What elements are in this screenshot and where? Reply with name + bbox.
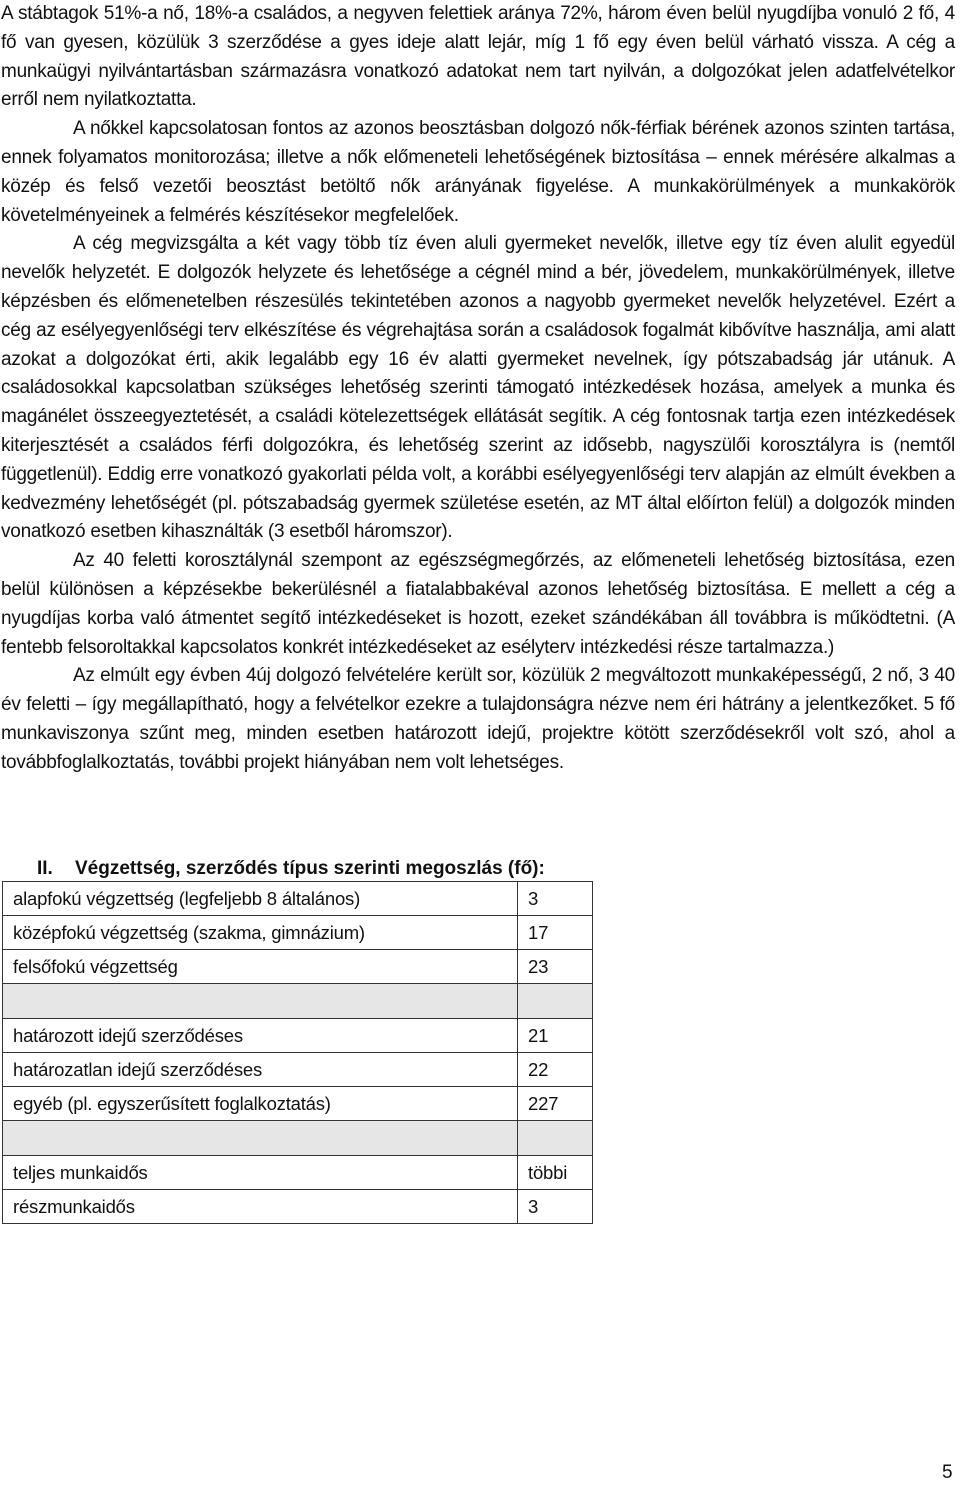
paragraph: Az elmúlt egy évben 4új dolgozó felvételére került sor, közülük 2 megváltozott munkaképességű, 2 nő, 3 40 év feletti – így megállapítható, hogy a felvételkor ezekre a tulajdonságra nézve nem éri hátrány a jelentkezőket. 5 fő munkaviszonya szűnt meg, minden esetben határozott idejű, projektre kötött szerződésekről volt szó, ahol a továbbfoglalkoztatás, további projekt hiányában nem volt lehetséges. — [1, 665, 955, 773]
paragraph: A stábtagok 51%-a nő, 18%-a családos, a negyven felettiek aránya 72%, három éven belül nyugdíjba vonuló 2 fő, 4 fő van gyesen, közülük 3 szerződése a gyes ideje alatt lejár, míg 1 fő egy éven belül várható vissza. A cég a munkaügyi nyilvántartásban származásra vonatkozó adatokat nem tart nyilván, a dolgozókat jelen adatfelvételkor erről nem nyilatkoztatta. — [1, 3, 955, 111]
table-spacer-row — [3, 984, 593, 1019]
row-label: egyéb (pl. egyszerűsített foglalkoztatás) — [3, 1087, 518, 1121]
section-number: II. — [37, 858, 53, 879]
row-label: teljes munkaidős — [3, 1156, 518, 1190]
row-value: 3 — [518, 882, 593, 916]
row-label: részmunkaidős — [3, 1190, 518, 1224]
row-value — [518, 984, 593, 1019]
table-row — [3, 916, 593, 950]
row-label: felsőfokú végzettség — [3, 950, 518, 984]
distribution-table — [2, 881, 593, 1224]
row-value: 227 — [518, 1087, 593, 1121]
table-row — [3, 882, 593, 916]
table-row — [3, 1190, 593, 1224]
table-row — [3, 1087, 593, 1121]
row-label: határozatlan idejű szerződéses — [3, 1053, 518, 1087]
row-value: 22 — [518, 1053, 593, 1087]
page-number: 5 — [942, 1462, 953, 1483]
row-label — [3, 1121, 518, 1156]
table-spacer-row — [3, 1121, 593, 1156]
section-title: Végzettség, szerződés típus szerinti megoszlás (fő): — [75, 858, 545, 879]
row-value: 23 — [518, 950, 593, 984]
paragraph: Az 40 feletti korosztálynál szempont az egészségmegőrzés, az előmeneteli lehetőség biztosítása, ezen belül különösen a képzésekbe bekerülésnél a fiatalabbakéval azonos lehetőség biztosítása. E mellett a cég a nyugdíjas korba való átmentet segítő intézkedéseket is hozott, ezeket szándékában áll továbbra is működtetni. (A fentebb felsoroltakkal kapcsolatos konkrét intézkedéseket az esélyterv intézkedési része tartalmazza.) — [1, 550, 955, 658]
paragraph: A cég megvizsgálta a két vagy több tíz éven aluli gyermeket nevelők, illetve egy tíz éven alulit egyedül nevelők helyzetét. E dolgozók helyzete és lehetősége a cégnél mind a bér, jövedelem, munkakörülmények, illetve képzésben és előmenetelben részesülés tekintetében azonos a nagyobb gyermeket nevelők helyzetével. Ezért a cég az esélyegyenlőségi terv elkészítése és végrehajtása során a családosok fogalmát kibővítve használja, ami alatt azokat a dolgozókat érti, akik legalább egy 16 év alatti gyermeket nevelnek, így pótszabadság jár utánuk. A családosokkal kapcsolatban szükséges lehetőség szerinti támogató intézkedések hozása, amelyek a munka és magánélet összeegyeztetését, a családi kötelezettségek ellátását segítik. A cég fontosnak tartja ezen intézkedések kiterjesztését a családos férfi dolgozókra, és lehetőség szerint az idősebb, nagyszülői korosztályra is (nemtől függetlenül). Eddig erre vonatkozó gyakorlati példa volt, a korábbi esélyegyenlőségi terv alapján az elmúlt években a kedvezmény lehetőségét (pl. pótszabadság gyermek születése esetén, az MT által előírton felül) a dolgozók minden vonatkozó esetben kihasználták (3 esetből háromszor). — [1, 233, 955, 543]
row-value: 17 — [518, 916, 593, 950]
table-row — [3, 950, 593, 984]
row-label: határozott idejű szerződéses — [3, 1019, 518, 1053]
paragraph: A nőkkel kapcsolatosan fontos az azonos beosztásban dolgozó nők-férfiak bérének azonos szinten tartása, ennek folyamatos monitorozása; illetve a nők előmeneteli lehetőségének biztosítása – ennek mérésére alkalmas a közép és felső vezetői beosztást betöltő nők arányának figyelése. A munkakörülmények a munkakörök követelményeinek a felmérés készítésekor megfelelőek. — [1, 118, 955, 226]
table-row — [3, 1156, 593, 1190]
row-value — [518, 1121, 593, 1156]
row-label — [3, 984, 518, 1019]
row-value: 21 — [518, 1019, 593, 1053]
row-value: 3 — [518, 1190, 593, 1224]
table-row — [3, 1053, 593, 1087]
row-label: középfokú végzettség (szakma, gimnázium) — [3, 916, 518, 950]
body-text — [1, 0, 955, 778]
section-heading — [37, 855, 545, 883]
row-label: alapfokú végzettség (legfeljebb 8 általános) — [3, 882, 518, 916]
row-value: többi — [518, 1156, 593, 1190]
table-row — [3, 1019, 593, 1053]
